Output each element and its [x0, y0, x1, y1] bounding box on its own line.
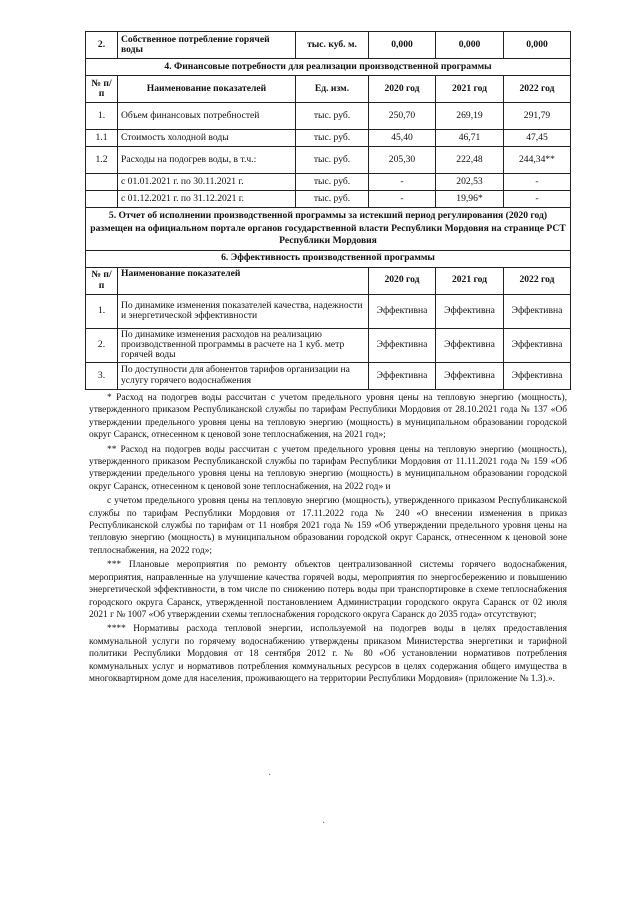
table-row: 1. По динамике изменения показателей качества, надежности и энергетической эффективности Эффективна Эффективна Эффективна [86, 294, 571, 328]
table-row: 1.1 Стоимость холодной воды тыс. руб. 45,40 46,71 47,45 [86, 130, 571, 147]
table-row: 2. Собственное потребление горячей воды тыс. куб. м. 0,000 0,000 0,000 [86, 32, 571, 59]
footnotes [89, 392, 567, 687]
table-header-row: № п/п Наименование показателей Ед. изм. 2020 год 2021 год 2022 год [86, 76, 571, 103]
section-title-row [86, 208, 571, 251]
section-4-title: 4. Финансовые потребности для реализации производственной программы [86, 59, 571, 76]
footnote-2-continued: с учетом предельного уровня цены на тепловую энергию (мощность), утвержденного приказом Республиканской службы по тарифам Республики Мордовия от 17.11.2022 года № 240 «О внесении изменения в приказ Республиканской службы по тарифам от 11 ноября 2021 года № 159 «Об утверждении предельного уровня цены на тепловую энергию (мощность) в муниципальном образовании городской округ Саранск, отнесенном к ценовой зоне теплоснабжения, на 2022 год»; [89, 496, 567, 556]
table-row: 1. Объем финансовых потребностей тыс. руб. 250,70 269,19 291,79 [86, 103, 571, 130]
section-5-title: 5. Отчет об исполнении производственной программы за истекший период регулирования (2020 год) размещен на официальном портале органов государственной власти Республики Мордовия на странице РСТ Республики Мордовия [86, 208, 571, 251]
footnote-3: *** Плановые мероприятия по ремонту объектов централизованной системы горячего водоснабжения, мероприятия, направленные на улучшение качества горячей воды, мероприятия по энергосбережению и повышению энергетической эффективности, в том числе по снижению потерь воды при транспортировке в схеме теплоснабжения городского округа Саранск, утвержденной постановлением Администрации городского округа Саранск от 02 июля 2021 г № 1007 «Об утверждении схемы теплоснабжения городского округа Саранск до 2035 года» отсутствуют; [89, 560, 567, 620]
document-page [85, 31, 570, 390]
table-header-row: № п/п Наименование показателей 2020 год 2021 год 2022 год [86, 267, 571, 294]
table-row: 3. По доступности для абонентов тарифов организации на услугу горячего водоснабжения Эффективна Эффективна Эффективна [86, 362, 571, 389]
footnote-4: **** Нормативы расхода тепловой энергии, используемой на подогрев воды в целях предоставления коммунальной услуги по горячему водоснабжению утверждены приказом Министерства энергетики и тарифной политики Республики Мордовия от 18 сентября 2012 г. № 80 «Об установлении нормативов потребления коммунальных услуг и нормативов потребления коммунальных ресурсов в целях содержания общего имущества в многоквартирном доме для населения, проживающего на территории Республики Мордовия» (приложение № 1.3).». [89, 624, 567, 684]
scan-speck: · [322, 818, 326, 829]
table-row: 2. По динамике изменения расходов на реализацию производственной программы в расчете на 1 куб. метр горячей воды Эффективна Эффективна Эффективна [86, 328, 571, 362]
footnote-1: * Расход на подогрев воды рассчитан с учетом предельного уровня цены на тепловую энергию (мощность), утвержденного приказом Республиканской службы по тарифам Республики Мордовия от 28.10.2021 года № 137 «Об утверждении предельного уровня цены на тепловую энергию (мощность) в муниципальном образовании городской округ Саранск, отнесенном к ценовой зоне теплоснабжения, на 2021 год»; [89, 393, 567, 441]
program-table [85, 31, 571, 390]
table-row: 1.2 Расходы на подогрев воды, в т.ч.: тыс. руб. 205,30 222,48 244,34** [86, 147, 571, 174]
section-title-row [86, 250, 571, 267]
section-title-row [86, 59, 571, 76]
section-6-title: 6. Эффективность производственной программы [86, 250, 571, 267]
scan-speck: · [268, 770, 272, 781]
footnote-2: ** Расход на подогрев воды рассчитан с учетом предельного уровня цены на тепловую энергию (мощность), утвержденного приказом Республиканской службы по тарифам Республики Мордовия от 11.11.2021 года № 159 «Об утверждении предельного уровня цены на тепловую энергию (мощность) в муниципальном образовании городской округ Саранск, отнесенном к ценовой зоне теплоснабжения, на 2022 год» и [89, 444, 567, 492]
table-row: с 01.12.2021 г. по 31.12.2021 г. тыс. руб. - 19,96* - [86, 191, 571, 208]
table-row: с 01.01.2021 г. по 30.11.2021 г. тыс. руб. - 202,53 - [86, 174, 571, 191]
